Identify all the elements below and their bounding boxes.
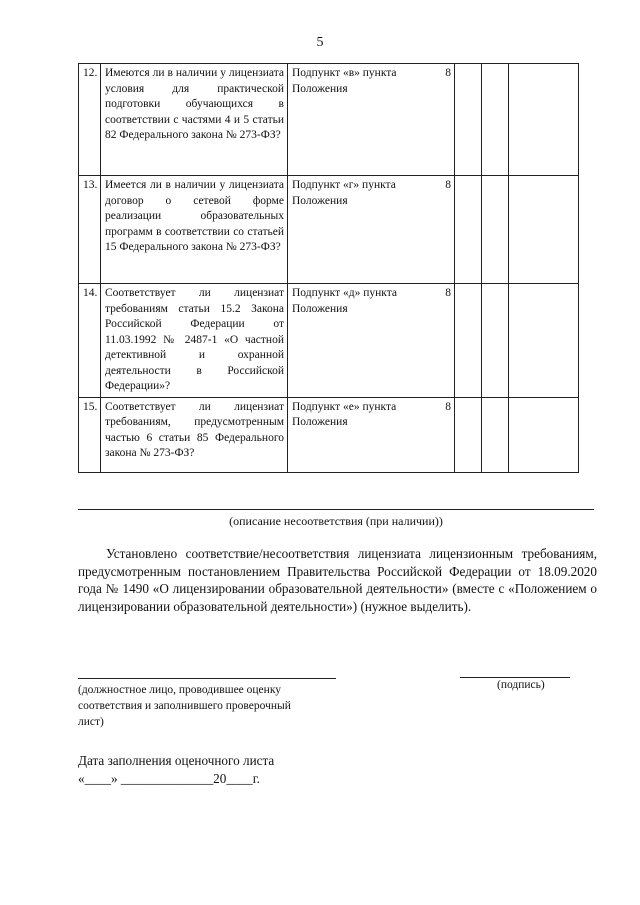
reference-cell xyxy=(288,284,455,398)
description-caption: (описание несоответствия (при наличии)) xyxy=(229,514,443,528)
table-row xyxy=(79,397,579,472)
checklist-table xyxy=(78,63,579,473)
note-cell[interactable] xyxy=(509,284,579,398)
question-cell: Имеется ли в наличии у лицензиата договор о сетевой форме реализации образовательных программ в соответствии со статьей 15 Федерального закона № 273-ФЗ? xyxy=(101,176,288,284)
paragraph-number: 8 xyxy=(445,67,451,79)
official-name-line[interactable] xyxy=(78,678,336,679)
question-cell: Имеются ли в наличии у лицензиата условия для практической подготовки обучающихся в соответствии с частями 4 и 5 статьи 82 Федерального закона № 273-ФЗ? xyxy=(101,64,288,176)
question-cell: Соответствует ли лицензиат требованиям, предусмотренным частью 6 статьи 85 Федерального закона № 273-ФЗ? xyxy=(101,397,288,472)
signature-caption: (подпись) xyxy=(497,679,545,691)
reference-cell xyxy=(288,64,455,176)
table-row xyxy=(79,284,579,398)
table-row xyxy=(79,64,579,176)
note-cell[interactable] xyxy=(509,176,579,284)
reference-cell xyxy=(288,176,455,284)
answer-no-cell[interactable] xyxy=(482,64,509,176)
conclusion-paragraph: Установлено соответствие/несоответствия лицензиата лицензионным требованиям, предусмотренным постановлением Правительства Российской Федерации от 18.09.2020 года № 1490 «О лицензировании образовательной деятельности» (вместе с «Положением о лицензировании образовательной деятельности») (нужное выделить). xyxy=(78,546,597,614)
date-label: Дата заполнения оценочного листа xyxy=(78,753,275,768)
official-caption: (должностное лицо, проводившее оценку соответствия и заполнившего проверочный лист) xyxy=(78,684,291,728)
answer-yes-cell[interactable] xyxy=(455,397,482,472)
page-number: 5 xyxy=(316,35,324,50)
answer-no-cell[interactable] xyxy=(482,176,509,284)
reference-cell xyxy=(288,397,455,472)
answer-no-cell[interactable] xyxy=(482,284,509,398)
table-row xyxy=(79,176,579,284)
note-cell[interactable] xyxy=(509,397,579,472)
answer-yes-cell[interactable] xyxy=(455,284,482,398)
note-cell[interactable] xyxy=(509,64,579,176)
answer-yes-cell[interactable] xyxy=(455,176,482,284)
answer-yes-cell[interactable] xyxy=(455,64,482,176)
row-number: 14. xyxy=(79,284,101,398)
row-number: 15. xyxy=(79,397,101,472)
reference-text: Подпункт «в» пункта Положения xyxy=(292,67,397,95)
date-field[interactable]: «____» ______________20____г. xyxy=(78,771,260,786)
paragraph-number: 8 xyxy=(445,287,451,299)
reference-text: Подпункт «г» пункта Положения xyxy=(292,179,396,207)
signature-line[interactable] xyxy=(460,677,570,678)
row-number: 12. xyxy=(79,64,101,176)
reference-text: Подпункт «д» пункта Положения xyxy=(292,287,397,315)
description-line[interactable] xyxy=(78,509,594,510)
paragraph-number: 8 xyxy=(445,400,451,413)
answer-no-cell[interactable] xyxy=(482,397,509,472)
row-number: 13. xyxy=(79,176,101,284)
paragraph-number: 8 xyxy=(445,179,451,191)
question-cell: Соответствует ли лицензиат требованиям статьи 15.2 Закона Российской Федерации от 11.03.1992 № 2487-1 «О частной детективной и охранной деятельности в Российской Федерации»? xyxy=(101,284,288,398)
reference-text: Подпункт «е» пункта Положения xyxy=(292,400,397,428)
